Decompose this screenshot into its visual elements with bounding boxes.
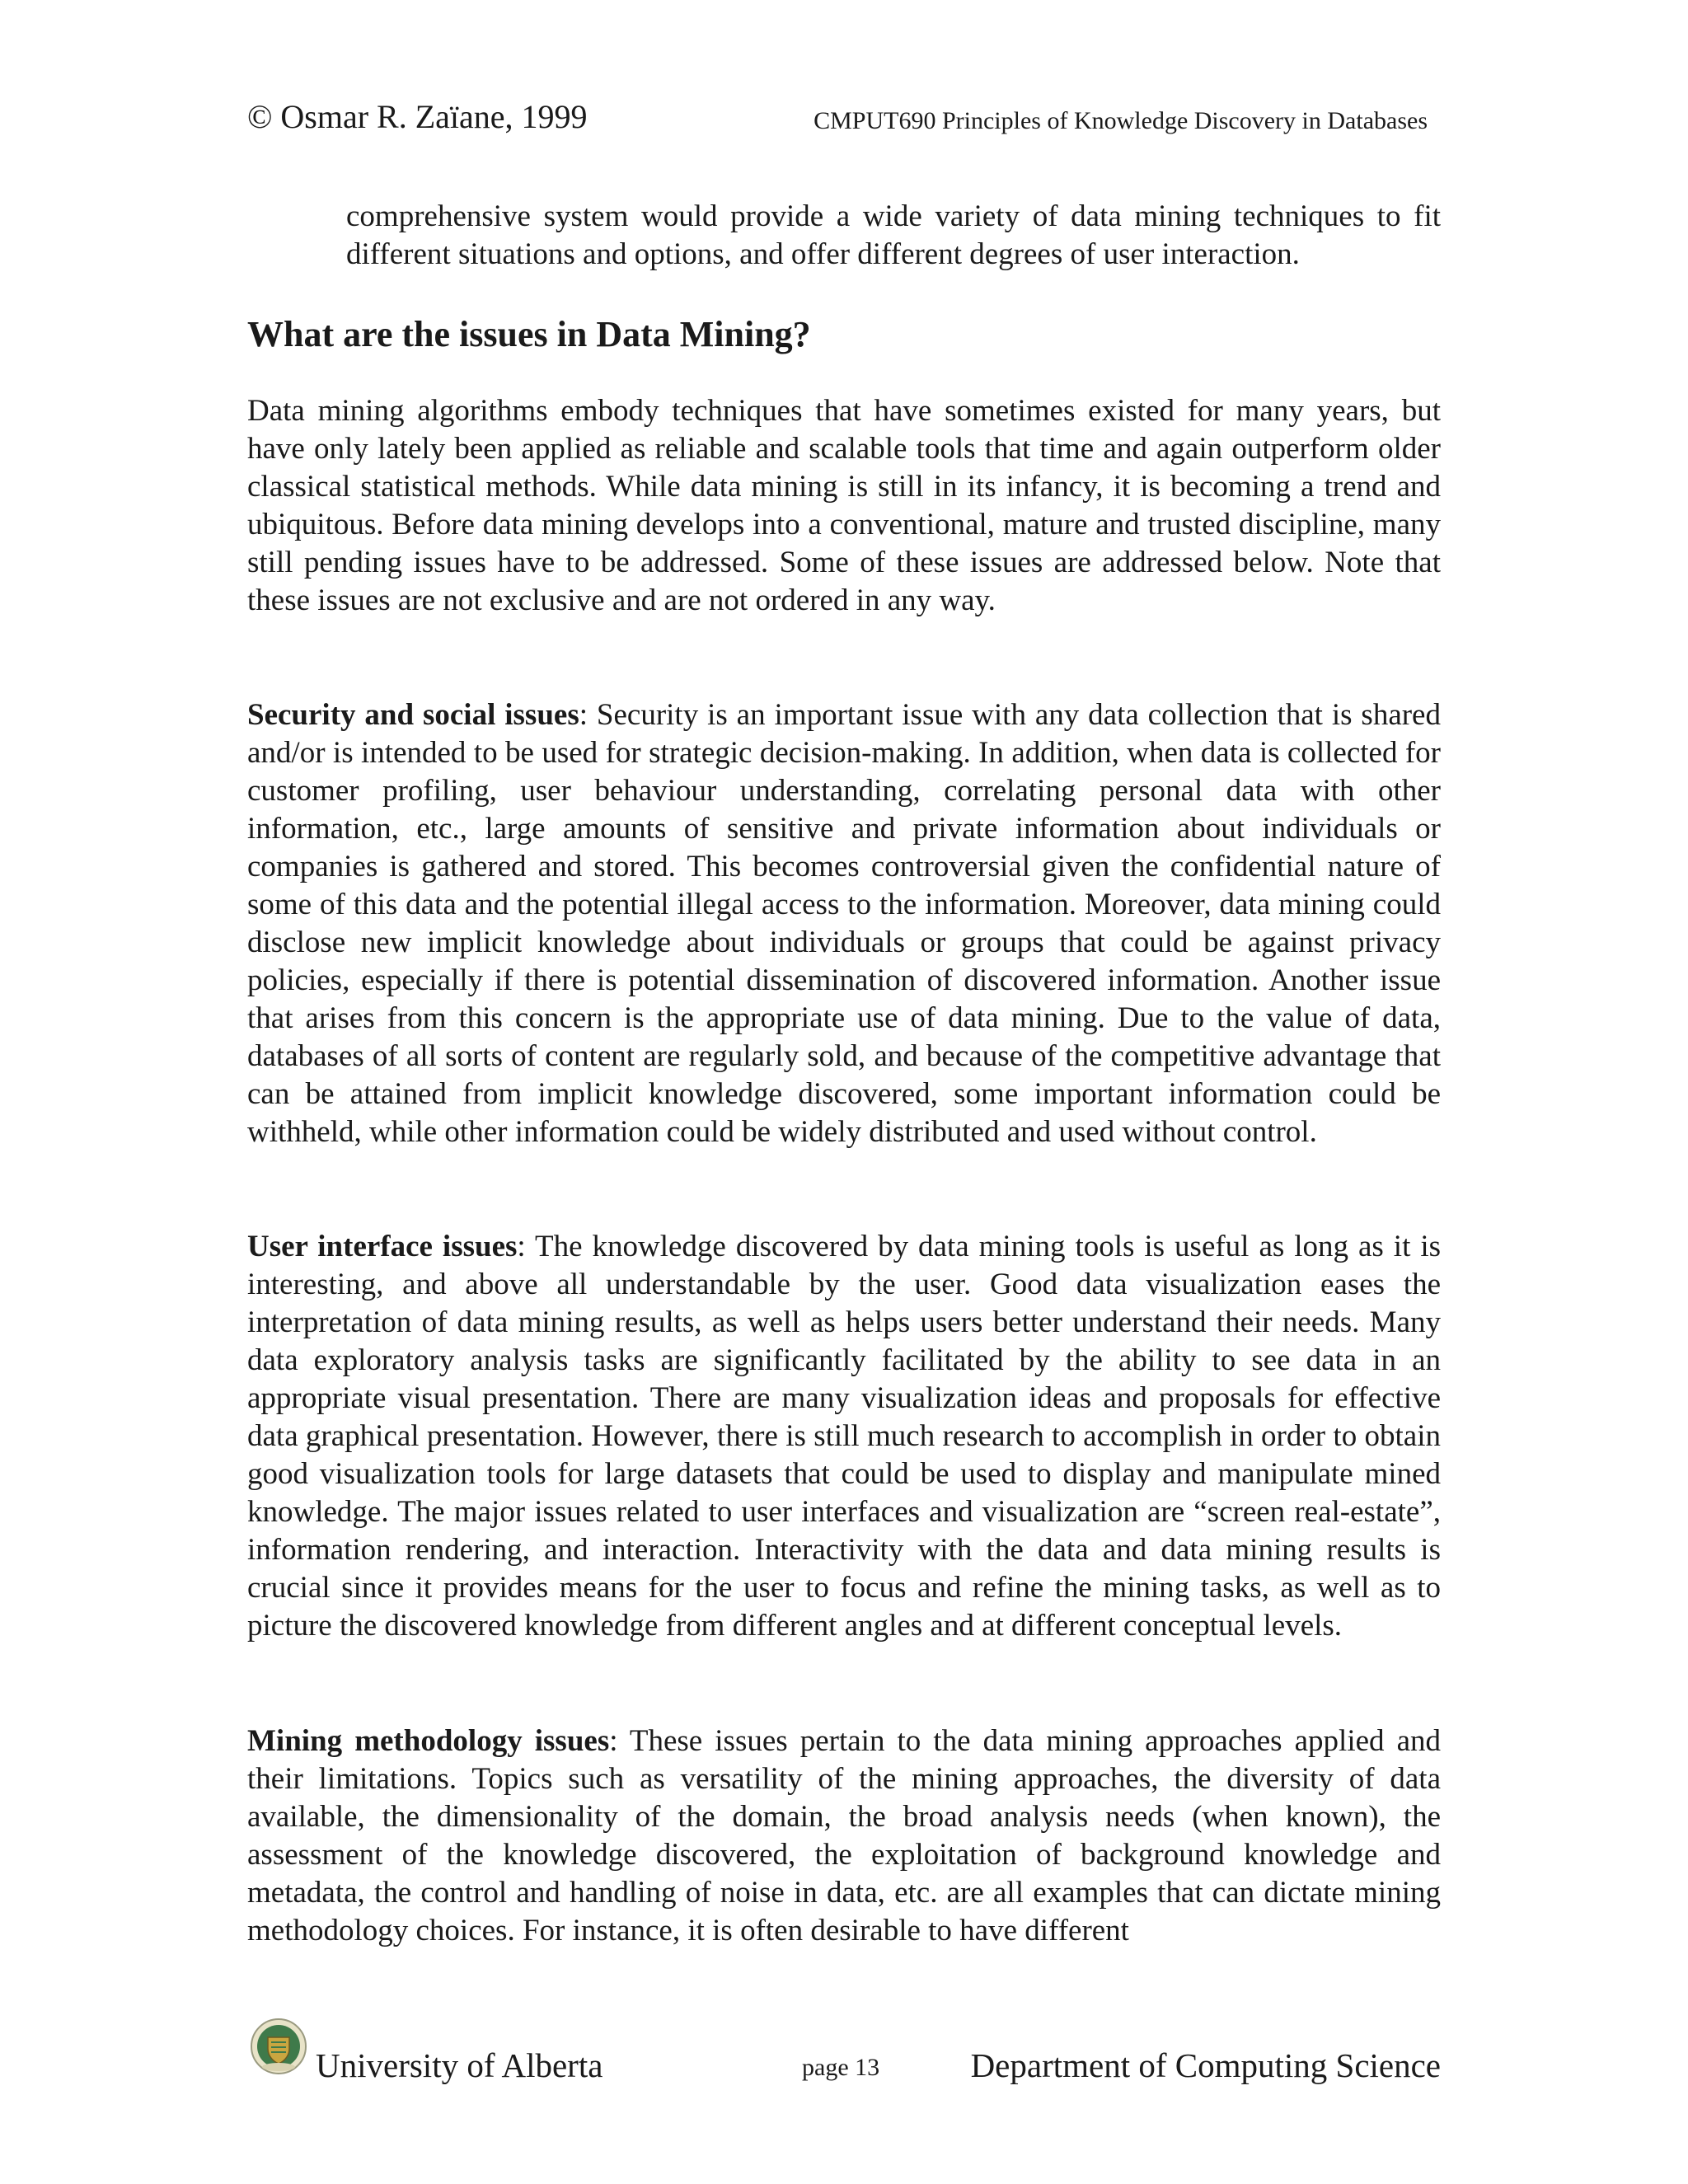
issue-text: : These issues pertain to the data mining approaches applied and their limitations. Topics such as versatility of the mining approaches, the diversity of data available, the dimensionality of the domain, the broad analysis needs (when known), the assessment of the knowledge discovered, the exploitation of background knowledge and metadata, the control and handling of noise in data, etc. are all examples that can dictate mining methodology choices. For instance, it is often desirable to have different — [247, 1724, 1441, 1947]
issue-title: Mining methodology issues — [247, 1724, 610, 1758]
issue-title: Security and social issues — [247, 698, 579, 732]
issue-paragraph-security — [247, 696, 1441, 1151]
footer-department: Department of Computing Science — [970, 2046, 1441, 2084]
continuation-paragraph: comprehensive system would provide a wide variety of data mining techniques to fit different situations and options, and offer different degrees of user interaction. — [346, 199, 1441, 271]
issue-paragraph-user-interface — [247, 1228, 1441, 1645]
issue-text: : Security is an important issue with any data collection that is shared and/or is intended to be used for strategic decision-making. In addition, when data is collected for customer profiling, user behaviour understanding, correlating personal data with other information, etc., large amounts of sensitive and private information about individuals or companies is gathered and stored. This becomes controversial given the confidential nature of some of this data and the potential illegal access to the information. Moreover, data mining could disclose new implicit knowledge about individuals or groups that could be against privacy policies, especially if there is potential dissemination of discovered information. Another issue that arises from this concern is the appropriate use of data mining. Due to the value of data, databases of all sorts of content are regularly sold, and because of the competitive advantage that can be attained from implicit knowledge discovered, some important information could be withheld, while other information could be widely distributed and used without control. — [247, 698, 1441, 1149]
footer-page-number: page 13 — [802, 2054, 880, 2081]
issue-title: User interface issues — [247, 1230, 518, 1263]
issue-paragraph-methodology — [247, 1722, 1441, 1950]
footer-university: University of Alberta — [316, 2046, 603, 2084]
header-copyright: © Osmar R. Zaïane, 1999 — [247, 98, 588, 135]
section-heading: What are the issues in Data Mining? — [247, 314, 811, 354]
header-course-title: CMPUT690 Principles of Knowledge Discovery in Databases — [814, 107, 1428, 134]
issue-text: : The knowledge discovered by data mining tools is useful as long as it is interesting, and above all understandable by the user. Good data visualization eases the interpretation of data mining results, as well as helps users better understand their needs. Many data exploratory analysis tasks are significantly facilitated by the ability to see data in an appropriate visual presentation. There are many visualization ideas and proposals for effective data graphical presentation. However, there is still much research to accomplish in order to obtain good visualization tools for large datasets that could be used to display and manipulate mined knowledge. The major issues related to user interfaces and visualization are “screen real-estate”, information rendering, and interaction. Interactivity with the data and data mining results is crucial since it provides means for the user to focus and refine the mining tasks, as well as to picture the discovered knowledge from different angles and at different conceptual levels. — [247, 1230, 1441, 1643]
intro-paragraph: Data mining algorithms embody techniques that have sometimes existed for many years, but have only lately been applied as reliable and scalable tools that time and again outperform older classical statistical methods. While data mining is still in its infancy, it is becoming a trend and ubiquitous. Before data mining develops into a conventional, mature and trusted discipline, many still pending issues have to be addressed. Some of these issues are addressed below. Note that these issues are not exclusive and are not ordered in any way. — [247, 394, 1441, 617]
university-seal-icon — [250, 2018, 307, 2075]
